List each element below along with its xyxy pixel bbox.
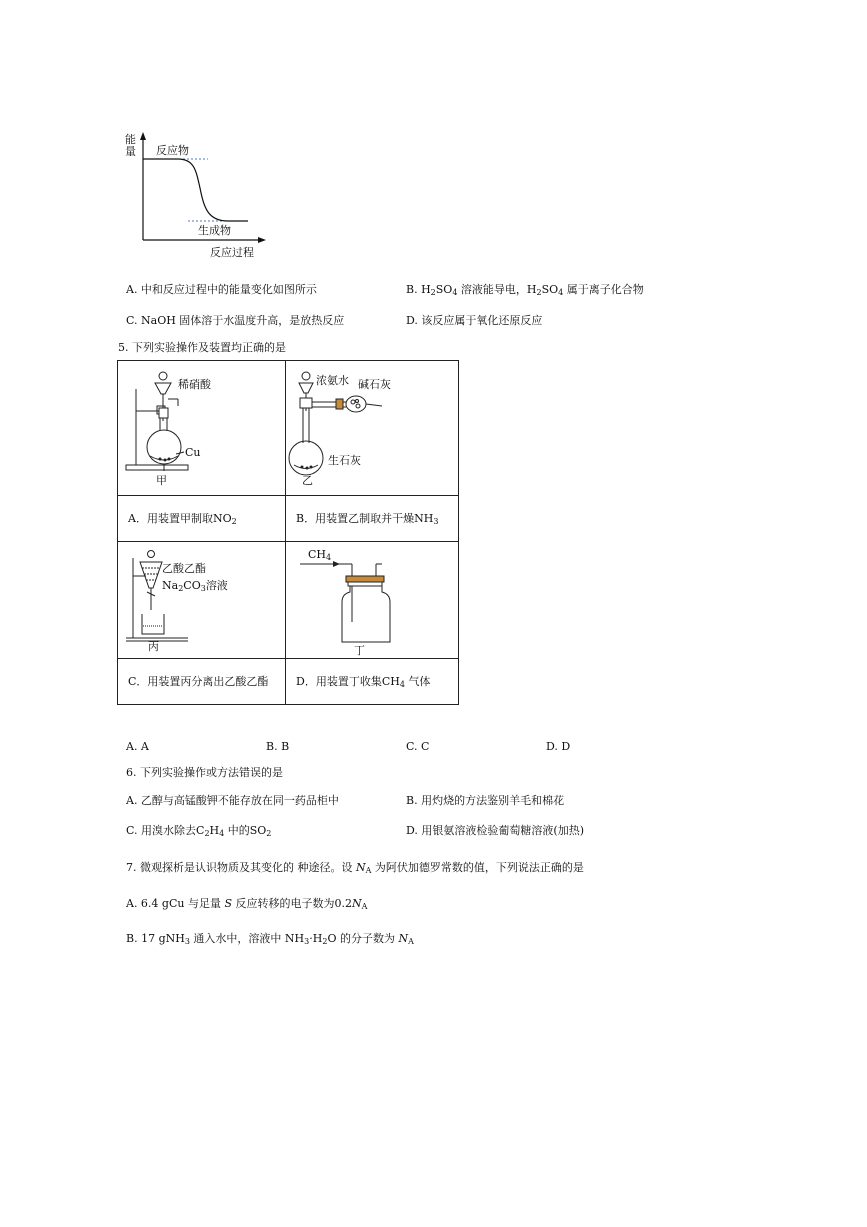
reactant-label: 反应物 (156, 144, 189, 157)
label-quicklime: 生石灰 (328, 454, 361, 467)
q5-answer-d: D. D (546, 740, 571, 753)
q6-option-a: A. 乙醇与高锰酸钾不能存放在同一药品柜中 (126, 794, 339, 807)
caption-c-cell (117, 658, 286, 705)
y-axis-label: 能量 (125, 133, 136, 158)
label-na2co3: $Na_2CO_3$溶液 (162, 579, 228, 593)
q7-option-a: A. 6.4 gCu 与足量 S 反应转移的电子数为$0.2N_A$ (126, 897, 368, 911)
apparatus-yi-name: 乙 (302, 474, 313, 487)
q5-stem: 5. 下列实验操作及装置均正确的是 (118, 341, 286, 354)
product-label: 生成物 (198, 224, 231, 237)
label-conc-ammonia: 浓氨水 (316, 374, 349, 387)
q7-option-b: B. 17 gNH$_3$ 通入水中，溶液中 $NH_3\cdot H_2O$ 的分子数为 $N_A$ (126, 932, 414, 946)
label-soda-lime: 碱石灰 (358, 378, 391, 391)
x-axis-label: 反应过程 (210, 246, 254, 259)
caption-a: A．用装置甲制取$NO_2$ (128, 512, 237, 526)
caption-a-cell (117, 495, 286, 542)
cell-ding (285, 541, 459, 659)
q4-option-d: D. 该反应属于氧化还原反应 (406, 314, 543, 327)
q6-option-b: B. 用灼烧的方法鉴别羊毛和棉花 (406, 794, 565, 807)
cell-yi (285, 360, 459, 496)
label-ch4: $CH_4$ (308, 548, 332, 562)
q4-option-b: B. $H_2SO_4$ 溶液能导电，$H_2SO_4$ 属于离子化合物 (406, 283, 644, 297)
apparatus-jia-name: 甲 (156, 474, 167, 487)
label-cu: Cu (185, 446, 201, 459)
caption-b: B．用装置乙制取并干燥$NH_3$ (296, 512, 439, 526)
apparatus-ding-name: 丁 (354, 644, 365, 657)
q6-stem: 6. 下列实验操作或方法错误的是 (126, 766, 283, 779)
apparatus-bing-name: 丙 (148, 640, 159, 653)
caption-d-cell (285, 658, 459, 705)
q5-answer-c: C. C (406, 740, 430, 753)
cell-jia (117, 360, 286, 496)
q7-stem: 7. 微观探析是认识物质及其变化的 种途径。设 $N_A$ 为阿伏加德罗常数的值，下列说法正确的是 (126, 861, 584, 875)
energy-diagram (120, 128, 280, 268)
caption-d: D．用装置丁收集$CH_4$ 气体 (296, 675, 431, 689)
caption-b-cell (285, 495, 459, 542)
cell-bing (117, 541, 286, 659)
q4-option-c: C. NaOH 固体溶于水温度升高，是放热反应 (126, 314, 345, 327)
apparatus-table (117, 360, 459, 705)
caption-c: C．用装置丙分离出乙酸乙酯 (128, 675, 269, 688)
q5-answer-a: A. A (126, 740, 149, 753)
q6-option-d: D. 用银氨溶液检验葡萄糖溶液(加热) (406, 824, 585, 837)
label-dilute-nitric-acid: 稀硝酸 (178, 378, 211, 391)
q4-option-a: A. 中和反应过程中的能量变化如图所示 (126, 283, 317, 296)
q5-answer-b: B. B (266, 740, 290, 753)
q6-option-c: C. 用溴水除去$C_2H_4$ 中的$SO_2$ (126, 824, 272, 838)
label-ethyl-acetate: 乙酸乙酯 (162, 562, 206, 575)
